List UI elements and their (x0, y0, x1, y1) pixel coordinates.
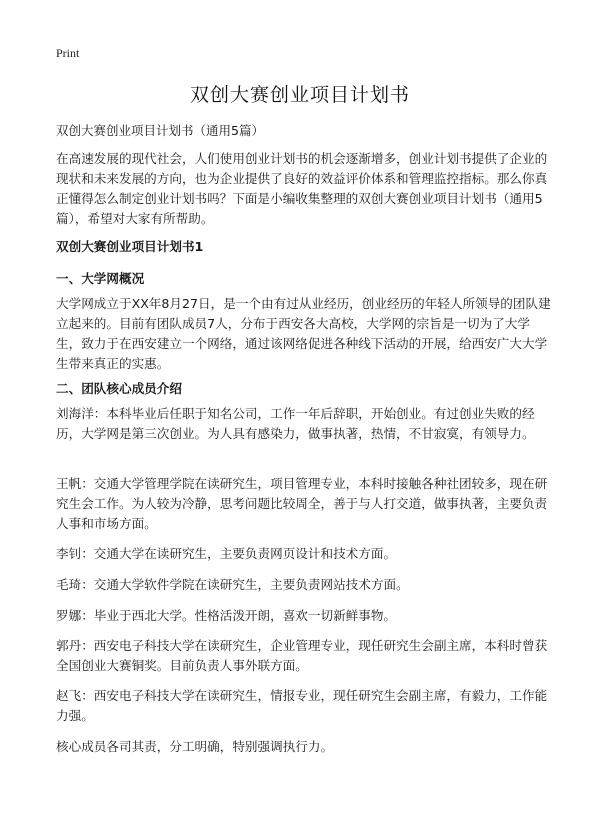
member-paragraph-guo: 郭丹：西安电子科技大学在读研究生，企业管理专业，现任研究生会副主席，本科时曾获全国创业大赛铜奖。目前负责人事外联方面。 (56, 638, 548, 673)
document-subtitle: 双创大赛创业项目计划书（通用5篇） (56, 123, 264, 138)
section-heading-overview: 一、大学网概况 (56, 271, 145, 286)
document-title: 双创大赛创业项目计划书 (189, 84, 410, 106)
member-paragraph-li: 李钊：交通大学在读研究生，主要负责网页设计和技术方面。 (56, 546, 397, 561)
intro-paragraph: 在高速发展的现代社会，人们使用创业计划书的机会逐渐增多，创业计划书提供了企业的现状和未来发展的方向，也为企业提供了良好的效益评价体系和管理监控指标。那么你真正懂得怎么制定创业计划书吗？下面是小编收集整理的双创大赛创业项目计划书（通用5篇），希望对大家有所帮助。 (56, 151, 548, 226)
section-heading-team: 二、团队核心成员介绍 (56, 381, 182, 396)
member-paragraph-wang: 王帆：交通大学管理学院在读研究生，项目管理专业，本科时接触各种社团较多，现在研究生会工作。为人较为冷静，思考问题比较周全，善于与人打交道，做事执著，主要负责人事和市场方面。 (56, 476, 548, 531)
overview-paragraph: 大学网成立于XX年8月27日，是一个由有过从业经历，创业经历的年轻人所领导的团队建立起来的。目前有团队成员7人，分布于西安各大高校，大学网的宗旨是一切为了大学生，致力于在西安建立一个网络，通过该网络促进各种线下活动的开展，给西安广大大学生带来真正的实惠。 (56, 296, 551, 371)
part-title: 双创大赛创业项目计划书1 (56, 239, 204, 254)
team-closing-paragraph: 核心成员各司其责，分工明确，特别强调执行力。 (56, 739, 334, 754)
print-label[interactable]: Print (56, 46, 80, 60)
member-paragraph-liu: 刘海洋：本科毕业后任职于知名公司，工作一年后辞职，开始创业。有过创业失败的经历，大学网是第三次创业。为人具有感染力，做事执著，热情，不甘寂寞，有领导力。 (56, 406, 535, 441)
member-paragraph-luo: 罗娜：毕业于西北大学。性格活泼开朗，喜欢一切新鲜事物。 (56, 608, 397, 623)
member-paragraph-mao: 毛琦：交通大学软件学院在读研究生，主要负责网站技术方面。 (56, 577, 409, 592)
member-paragraph-zhao: 赵飞：西安电子科技大学在读研究生，情报专业，现任研究生会副主席，有毅力，工作能力强。 (56, 688, 548, 723)
